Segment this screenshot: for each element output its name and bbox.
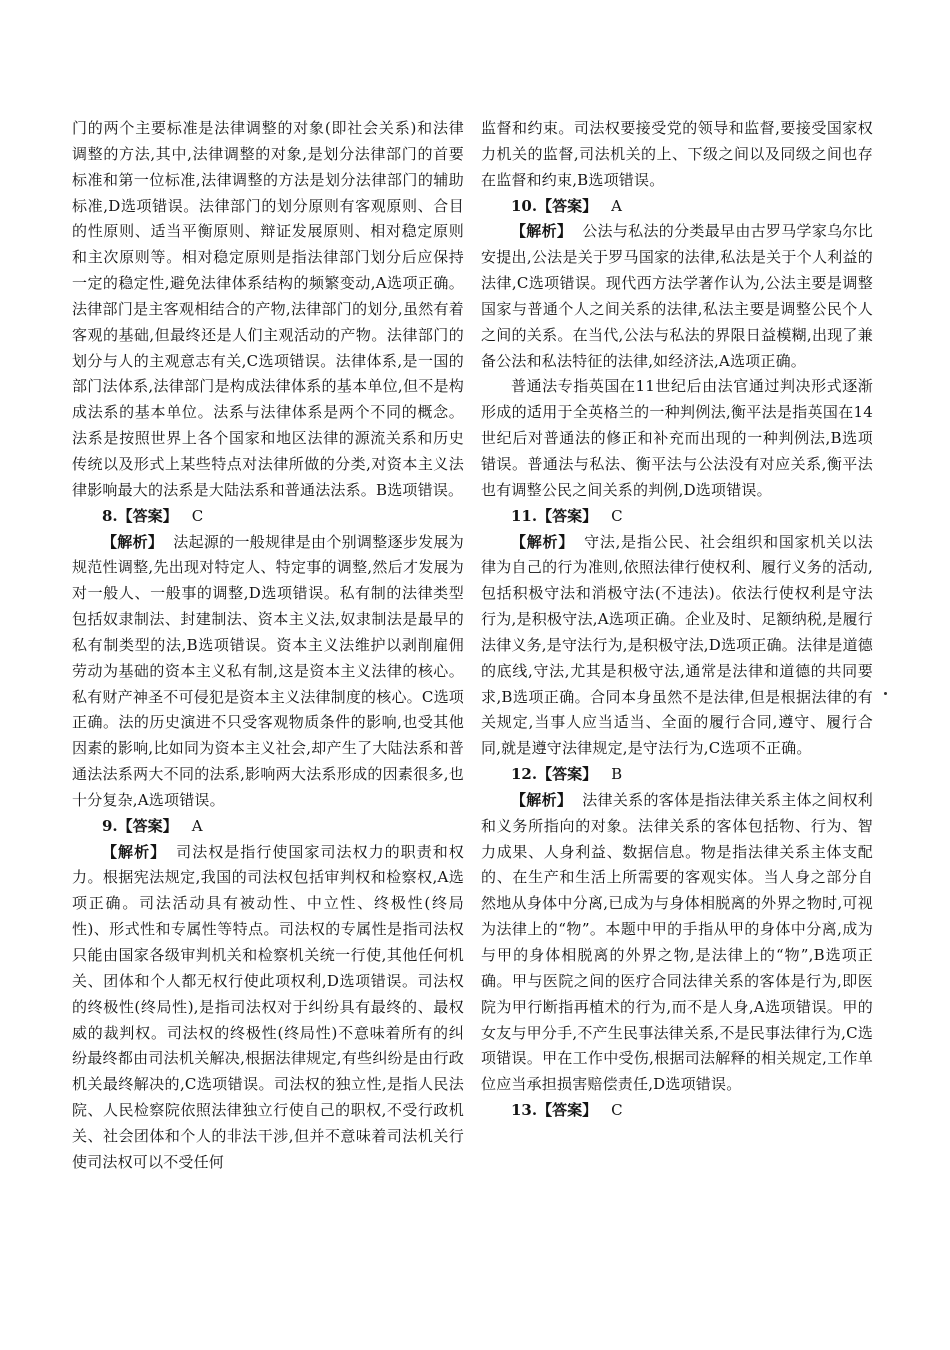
continued-paragraph: 监督和约束。司法权要接受党的领导和监督,要接受国家权力机关的监督,司法机关的上、下级之间以及同级之间也存在监督和约束,B选项错误。 — [481, 119, 873, 189]
analysis-label: 【解析】 — [102, 532, 164, 551]
analysis-paragraph-8 — [72, 530, 464, 814]
answer-letter: C — [611, 1101, 623, 1120]
scan-speck — [884, 692, 887, 695]
question-number: 8. — [102, 506, 118, 525]
question-number: 9. — [102, 816, 118, 835]
analysis-paragraph-9 — [72, 840, 464, 1176]
answer-letter: B — [611, 765, 623, 784]
answer-label: 【答案】 — [117, 816, 178, 835]
analysis-text: 公法与私法的分类最早由古罗马学家乌尔比安提出,公法是关于罗马国家的法律,私法是关于个人利益的法律,C选项错误。现代西方法学著作认为,公法主要是调整国家与普通个人之间关系的法律,私法主要是调整公民个人之间的关系。在当代,公法与私法的界限日益模糊,出现了兼备公法和私法特征的法律,如经济法,A选项正确。 — [481, 222, 873, 370]
answer-letter: A — [611, 196, 622, 215]
analysis-paragraph-12 — [481, 788, 873, 1098]
answer-line-11 — [481, 504, 873, 530]
analysis-label: 【解析】 — [511, 532, 575, 551]
question-number: 13. — [511, 1101, 538, 1120]
analysis-paragraph-11 — [481, 530, 873, 763]
right-column — [481, 116, 873, 1124]
analysis-text: 司法权是指行使国家司法权力的职责和权力。根据宪法规定,我国的司法权包括审判权和检察权,A选项正确。司法活动具有被动性、中立性、终极性(终局性)、形式性和专属性等特点。司法权的专属性是指司法权只能由国家各级审判机关和检察机关统一行使,其他任何机关、团体和个人都无权行使此项权利,D选项错误。司法权的终极性(终局性),是指司法权对于纠纷具有最终的、最权威的裁判权。司法权的终极性(终局性)不意味着所有的纠纷最终都由司法机关解决,根据法律规定,有些纠纷是由行政机关最终解决的,C选项错误。司法权的独立性,是指人民法院、人民检察院依照法律独立行使自己的职权,不受行政机关、社会团体和个人的非法干涉,但并不意味着司法机关行使司法权可以不受任何 — [72, 842, 464, 1171]
question-number: 11. — [511, 506, 538, 525]
answer-line-13 — [481, 1098, 873, 1124]
answer-line-12 — [481, 762, 873, 788]
analysis-text: 法起源的一般规律是由个别调整逐步发展为规范性调整,先出现对特定人、特定事的调整,然后才发展为对一般人、一般事的调整,D选项错误。私有制的法律类型包括奴隶制法、封建制法、资本主义法,奴隶制法是最早的私有制类型的法,B选项错误。资本主义法维护以剥削雇佣劳动为基础的资本主义私有制,这是资本主义法律的核心。私有财产神圣不可侵犯是资本主义法律制度的核心。C选项正确。法的历史演进不只受客观物质条件的影响,也受其他因素的影响,比如同为资本主义社会,却产生了大陆法系和普通法法系两大不同的法系,影响两大法系形成的因素很多,也十分复杂,A选项错误。 — [72, 532, 464, 809]
analysis-paragraph-10 — [481, 219, 873, 374]
analysis-label: 【解析】 — [102, 842, 167, 861]
question-number: 10. — [511, 196, 538, 215]
answer-label: 【答案】 — [117, 506, 178, 525]
answer-line-9 — [72, 814, 464, 840]
analysis-label: 【解析】 — [511, 790, 573, 809]
analysis-text: 法律关系的客体是指法律关系主体之间权利和义务所指向的对象。法律关系的客体包括物、行为、智力成果、人身利益、数据信息。物是指法律关系主体支配的、在生产和生活上所需要的客观实体。当人身之部分自然地从身体中分离,已成为与身体相脱离的外界之物时,可视为法律上的“物”。本题中甲的手指从甲的身体中分离,成为与甲的身体相脱离的外界之物,是法律上的“物”,B选项正确。甲与医院之间的医疗合同法律关系的客体是行为,即医院为甲行断指再植术的行为,而不是人身,A选项错误。甲的女友与甲分手,不产生民事法律关系,不是民事法律行为,C选项错误。甲在工作中受伤,根据司法解释的相关规定,工作单位应当承担损害赔偿责任,D选项错误。 — [481, 790, 873, 1094]
left-column — [72, 116, 464, 1176]
answer-label: 【答案】 — [537, 506, 598, 525]
analysis-paragraph-10b: 普通法专指英国在11世纪后由法官通过判决形式逐渐形成的适用于全英格兰的一种判例法,衡平法是指英国在14世纪后对普通法的修正和补充而出现的一种判例法,B选项错误。普通法与私法、衡平法与公法没有对应关系,衡平法也有调整公民之间关系的判例,D选项错误。 — [481, 377, 873, 499]
answer-line-8 — [72, 504, 464, 530]
answer-label: 【答案】 — [537, 196, 598, 215]
continued-paragraph: 门的两个主要标准是法律调整的对象(即社会关系)和法律调整的方法,其中,法律调整的对象,是划分法律部门的首要标准和第一位标准,法律调整的方法是划分法律部门的辅助标准,D选项错误。法律部门的划分原则有客观原则、合目的性原则、适当平衡原则、辩证发展原则、相对稳定原则和主次原则等。相对稳定原则是指法律部门划分后应保持一定的稳定性,避免法律体系结构的频繁变动,A选项正确。法律部门是主客观相结合的产物,法律部门的划分,虽然有着客观的基础,但最终还是人们主观活动的产物。法律部门的划分与人的主观意志有关,C选项错误。法律体系,是一国的部门法体系,法律部门是构成法律体系的基本单位,但不是构成法系的基本单位。法系与法律体系是两个不同的概念。法系是按照世界上各个国家和地区法律的源流关系和历史传统以及形式上某些特点对法律所做的分类,对资本主义法律影响最大的法系是大陆法系和普通法法系。B选项错误。 — [72, 119, 464, 499]
question-number: 12. — [511, 765, 538, 784]
answer-line-10 — [481, 194, 873, 220]
analysis-text: 守法,是指公民、社会组织和国家机关以法律为自己的行为准则,依照法律行使权利、履行义务的活动,包括积极守法和消极守法(不违法)。依法行使权利是守法行为,是积极守法,A选项正确。企业及时、足额纳税,是履行法律义务,是守法行为,是积极守法,D选项正确。法律是道德的底线,守法,尤其是积极守法,通常是法律和道德的共同要求,B选项正确。合同本身虽然不是法律,但是根据法律的有关规定,当事人应当适当、全面的履行合同,遵守、履行合同,就是遵守法律规定,是守法行为,C选项不正确。 — [481, 532, 873, 758]
answer-letter: C — [191, 506, 204, 525]
answer-label: 【答案】 — [537, 1101, 598, 1120]
analysis-label: 【解析】 — [511, 222, 573, 241]
answer-letter: C — [611, 506, 623, 525]
answer-letter: A — [191, 816, 203, 835]
answer-label: 【答案】 — [537, 765, 598, 784]
